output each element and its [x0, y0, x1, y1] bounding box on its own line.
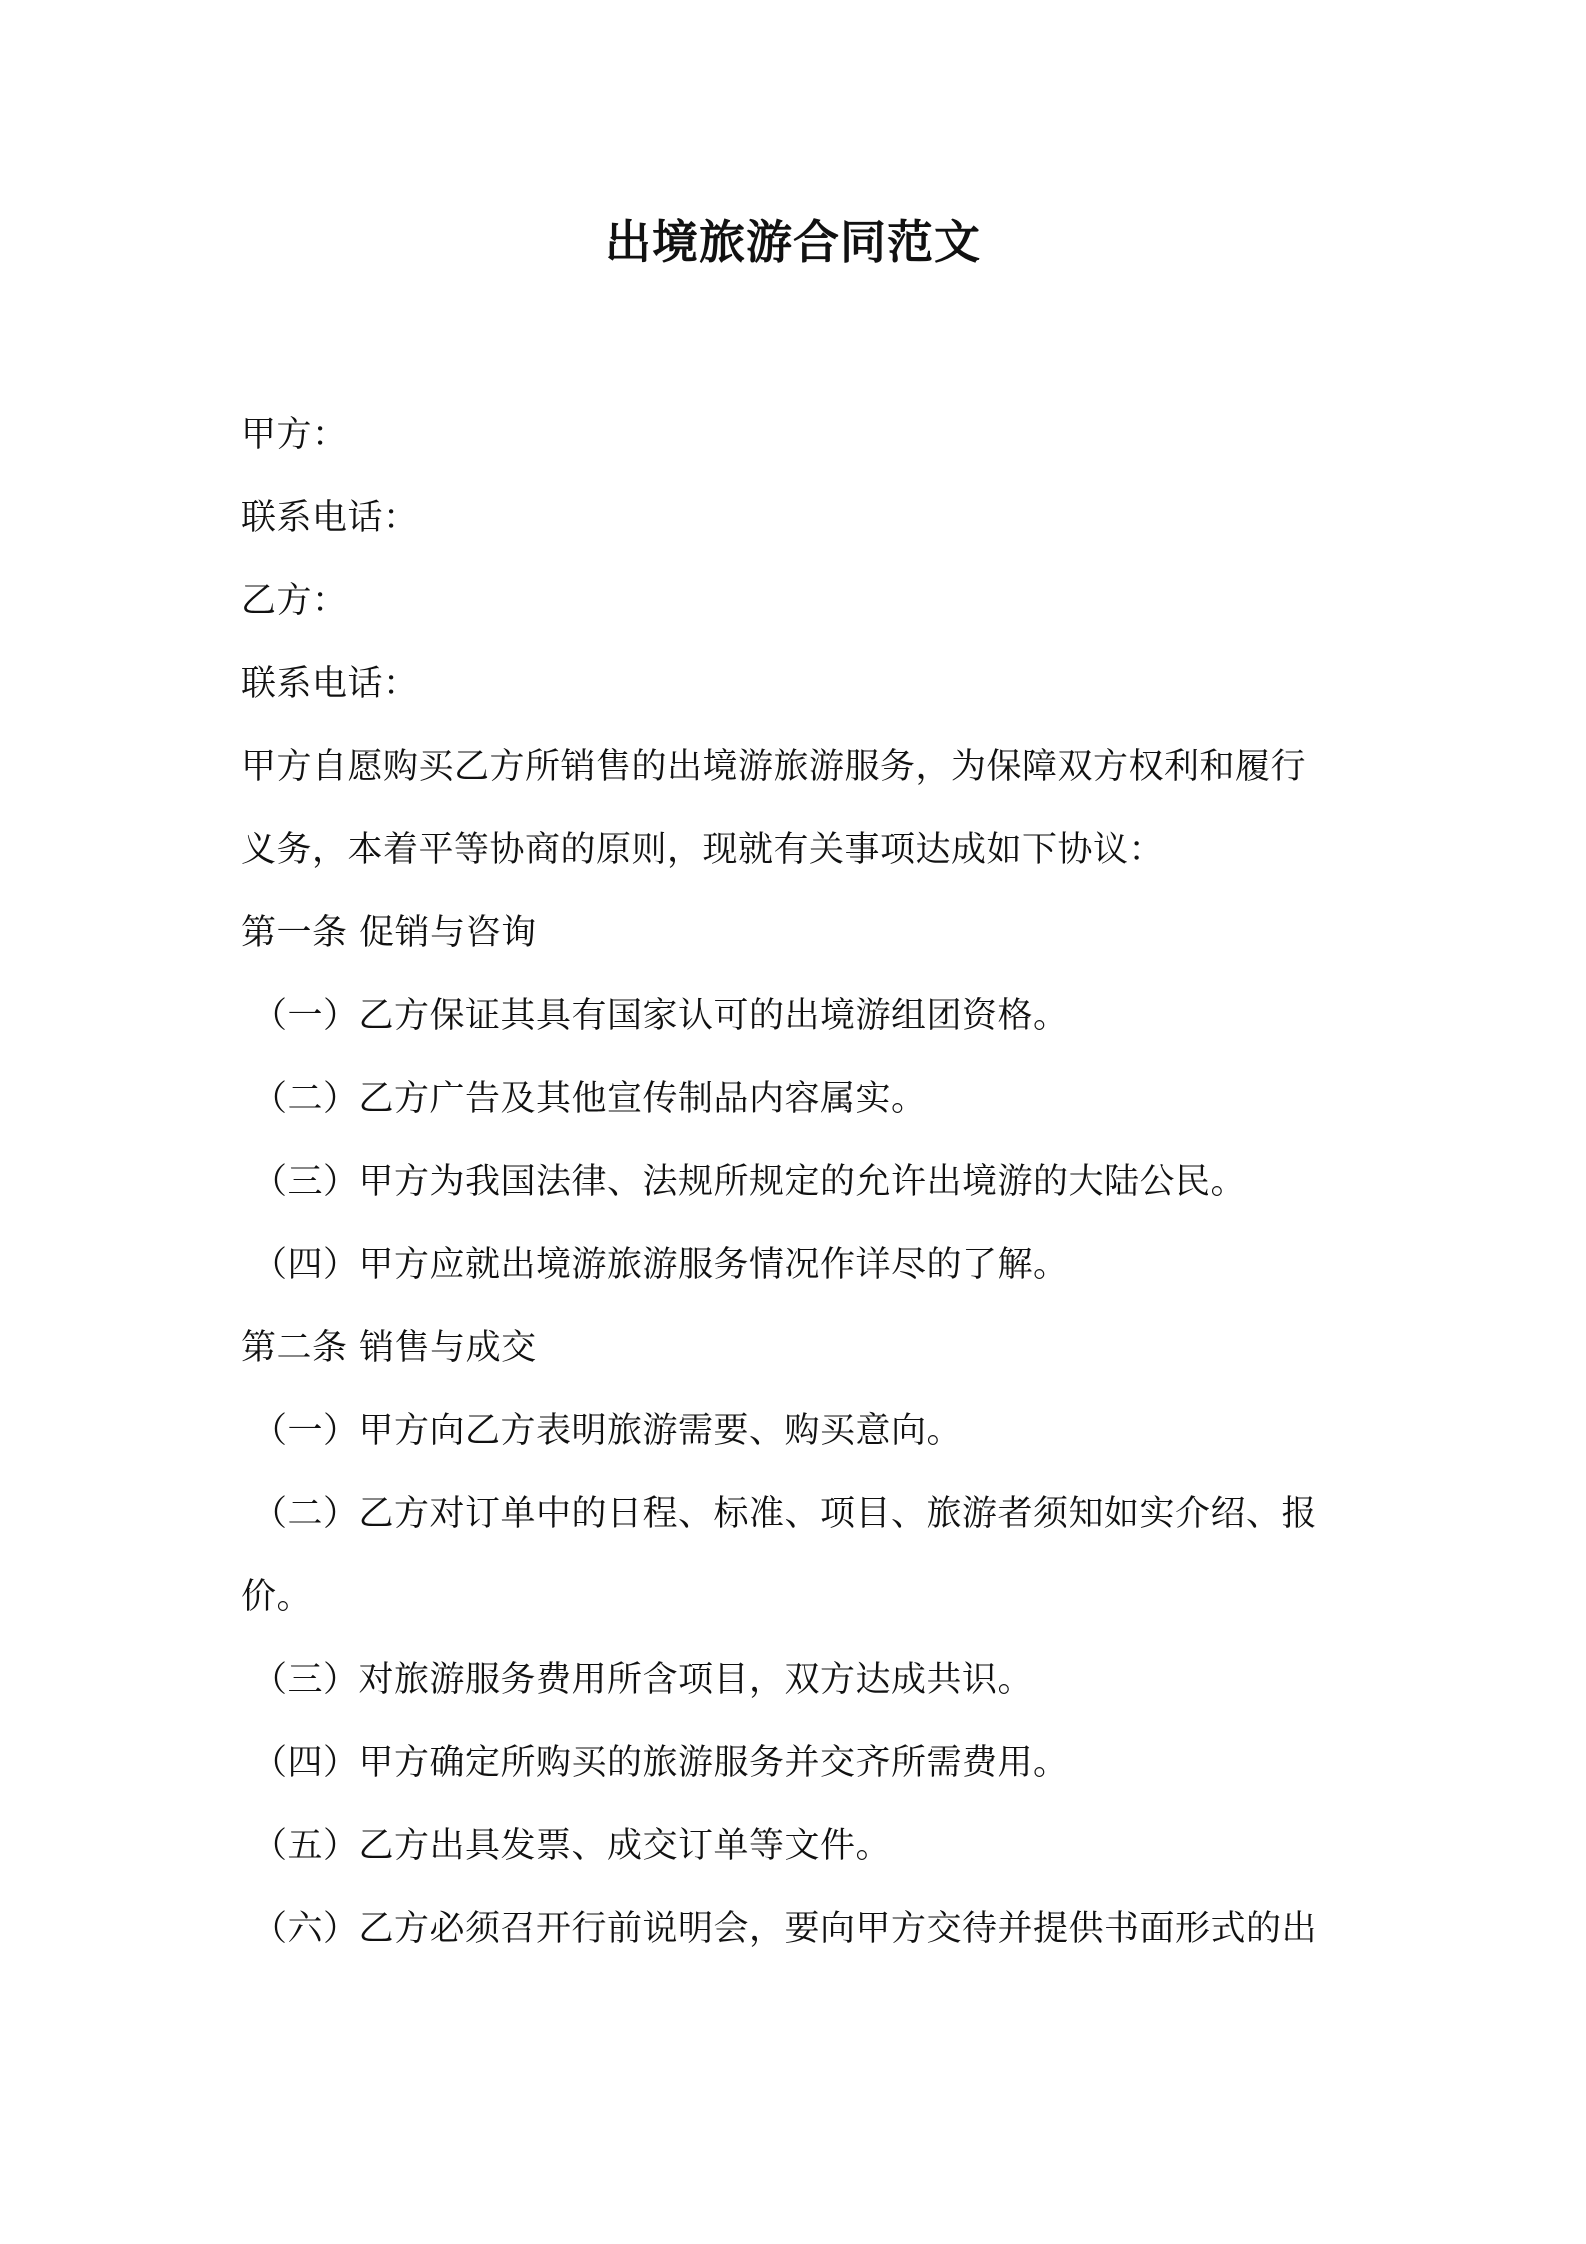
party-a-phone-label: 联系电话：: [241, 498, 419, 538]
document-title: 出境旅游合同范文: [605, 215, 981, 269]
article-2-item-continuation: 价。: [241, 1577, 313, 1617]
article-2-item: （四）甲方确定所购买的旅游服务并交齐所需费用。: [252, 1743, 1069, 1783]
party-b-phone-label: 联系电话：: [241, 664, 419, 704]
party-a-label: 甲方：: [241, 415, 348, 455]
article-1-heading: 第一条 促销与咨询: [241, 913, 537, 953]
party-b-label: 乙方：: [241, 581, 348, 621]
preamble-line-2: 义务，本着平等协商的原则，现就有关事项达成如下协议：: [241, 830, 1165, 870]
preamble-line-1: 甲方自愿购买乙方所销售的出境游旅游服务，为保障双方权利和履行: [241, 747, 1307, 787]
article-2-item: （五）乙方出具发票、成交订单等文件。: [252, 1826, 892, 1866]
article-2-item: （一）甲方向乙方表明旅游需要、购买意向。: [252, 1411, 963, 1451]
article-2-heading: 第二条 销售与成交: [241, 1328, 537, 1368]
article-1-item: （一）乙方保证其具有国家认可的出境游组团资格。: [252, 996, 1069, 1036]
article-1-item: （二）乙方广告及其他宣传制品内容属实。: [252, 1079, 927, 1119]
article-2-item: （二）乙方对订单中的日程、标准、项目、旅游者须知如实介绍、报: [252, 1494, 1318, 1534]
article-1-item: （三）甲方为我国法律、法规所规定的允许出境游的大陆公民。: [252, 1162, 1247, 1202]
article-1-item: （四）甲方应就出境游旅游服务情况作详尽的了解。: [252, 1245, 1069, 1285]
article-2-item: （三）对旅游服务费用所含项目，双方达成共识。: [252, 1660, 1034, 1700]
article-2-item: （六）乙方必须召开行前说明会，要向甲方交待并提供书面形式的出: [252, 1909, 1318, 1949]
